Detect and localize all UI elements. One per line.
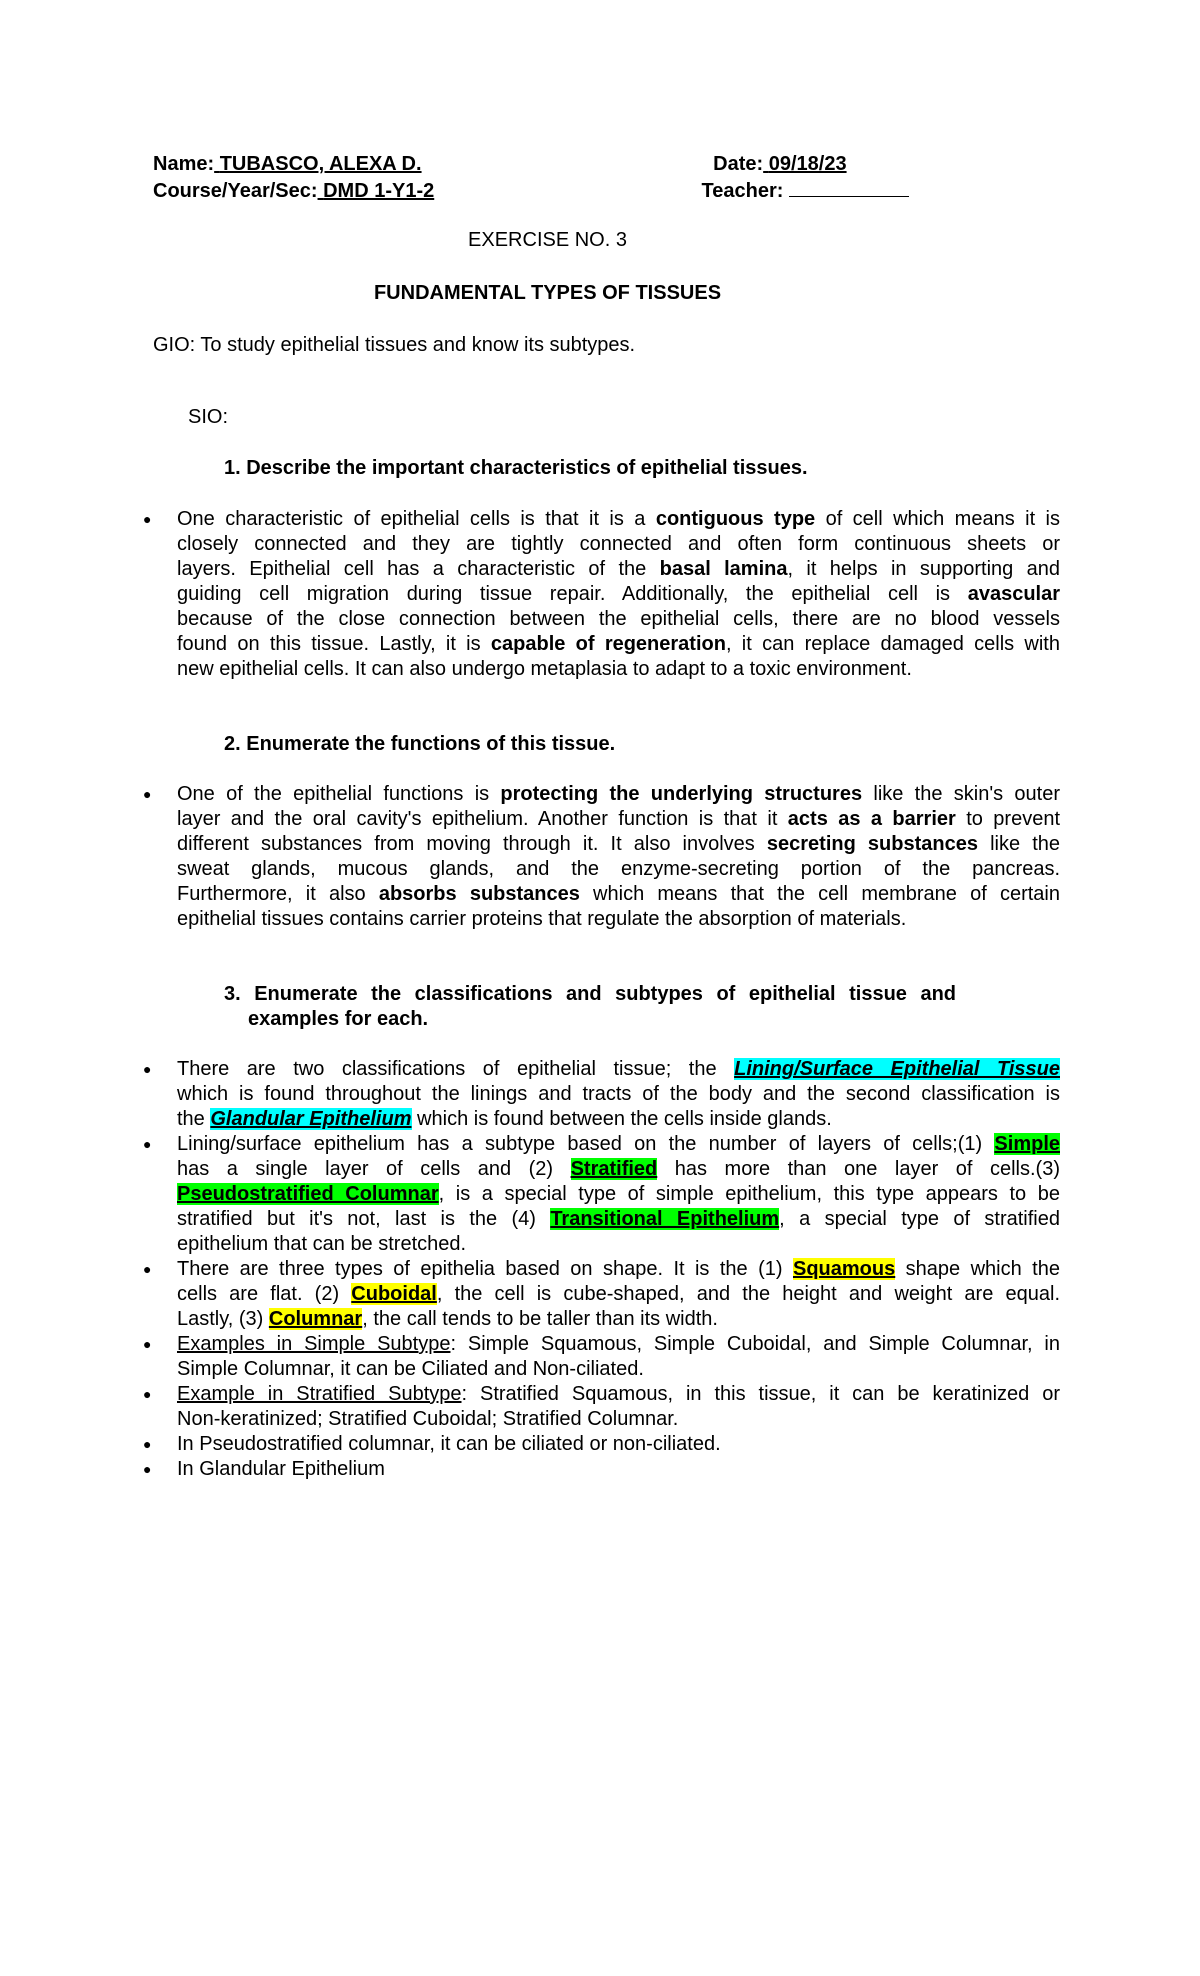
name-line [153,152,887,177]
bullet-icon: ● [143,1061,152,1077]
q3-b1-line: the Glandular Epithelium which is found between the cells inside glands. [177,1108,832,1130]
q3-b2-line: Lining/surface epithelium has a subtype based on the number of layers of cells;(1) Simple [177,1133,1060,1155]
exercise-title: EXERCISE NO. 3 [468,229,627,251]
highlight-glandular: Glandular Epithelium [210,1108,412,1130]
q3-b2-line: has a single layer of cells and (2) Stratified has more than one layer of cells.(3) [177,1158,1060,1180]
q2-heading: 2. Enumerate the functions of this tissue. [224,733,616,755]
q1-line: closely connected and they are tightly connected and often form continuous sheets or [177,533,1060,555]
q3-b3-line: There are three types of epithelia based on shape. It is the (1) Squamous shape which the [177,1258,1060,1280]
course-label: Course/Year/Sec: [153,180,318,202]
q3-heading: 3. Enumerate the classifications and subtypes of epithelial tissue and [224,983,956,1005]
name-text: TUBASCO, ALEXA D. [219,153,422,175]
bullet-icon: ● [143,786,152,802]
highlight-pseudostratified: Pseudostratified Columnar [177,1183,439,1205]
q1-heading: 1. Describe the important characteristics of epithelial tissues. [224,457,808,479]
q1-line: guiding cell migration during tissue repair. Additionally, the epithelial cell is avascular [177,583,1060,605]
highlight-squamous: Squamous [793,1258,896,1280]
name-value [214,152,713,177]
highlight-stratified: Stratified [570,1158,658,1180]
q3-b4-line: Examples in Simple Subtype: Simple Squamous, Simple Cuboidal, and Simple Columnar, in [177,1333,1061,1355]
q3-b1-line: There are two classifications of epithelial tissue; the Lining/Surface Epithelial Tissue [177,1058,1060,1080]
q2-line: epithelial tissues contains carrier proteins that regulate the absorption of materials. [177,908,907,930]
bullet-icon: ● [143,1336,152,1352]
bullet-icon: ● [143,1136,152,1152]
highlight-transitional: Transitional Epithelium [550,1208,780,1230]
bullet-icon: ● [143,1436,152,1452]
course-value [318,179,702,204]
q3-b3-line: Lastly, (3) Columnar, the call tends to be taller than its width. [177,1308,718,1330]
q2-line: sweat glands, mucous glands, and the enzyme-secreting portion of the pancreas. [177,858,1060,880]
simple-subtype-label: Examples in Simple Subtype [177,1333,451,1355]
q3-b2-line: stratified but it's not, last is the (4) Transitional Epithelium, a special type of stratified [177,1208,1060,1230]
q2-line: different substances from moving through it. It also involves secreting substances like the [177,833,1060,855]
teacher-label: Teacher: [701,180,784,202]
q3-b2-line: Pseudostratified Columnar, is a special type of simple epithelium, this type appears to be [177,1183,1060,1205]
q3-b7-line: In Glandular Epithelium [177,1458,385,1480]
q3-b3-line: cells are flat. (2) Cuboidal, the cell is cube-shaped, and the height and weight are equal. [177,1283,1060,1305]
course-text: DMD 1-Y1-2 [323,180,435,202]
q3-b2-line: epithelium that can be stretched. [177,1233,467,1255]
bullet-icon: ● [143,1261,152,1277]
q3-b6-line: In Pseudostratified columnar, it can be ciliated or non-ciliated. [177,1433,721,1455]
q3-b1-line: which is found throughout the linings and tracts of the body and the second classification is [177,1083,1060,1105]
bullet-icon: ● [143,1386,152,1402]
q2-line: layer and the oral cavity's epithelium. Another function is that it acts as a barrier to prevent [177,808,1060,830]
q2-line: Furthermore, it also absorbs substances which means that the cell membrane of certain [177,883,1060,905]
teacher-blank [789,177,909,197]
bullet-icon: ● [143,511,152,527]
highlight-cuboidal: Cuboidal [351,1283,437,1305]
date-label: Date: [713,153,764,175]
bullet-icon: ● [143,1461,152,1477]
gio-text: GIO: To study epithelial tissues and know its subtypes. [153,334,636,356]
name-label: Name: [153,153,215,175]
date-value [763,152,887,177]
q1-line: found on this tissue. Lastly, it is capable of regeneration, it can replace damaged cells with [177,633,1060,655]
sio-label: SIO: [188,406,229,428]
q3-b5-line: Example in Stratified Subtype: Stratified Squamous, in this tissue, it can be keratinized or [177,1383,1060,1405]
date-text: 09/18/23 [768,153,847,175]
q1-line: One characteristic of epithelial cells is that it is a contiguous type of cell which means it is [177,508,1060,530]
course-line [153,177,909,204]
q1-line: new epithelial cells. It can also undergo metaplasia to adapt to a toxic environment. [177,658,912,680]
exercise-subtitle: FUNDAMENTAL TYPES OF TISSUES [373,282,722,304]
highlight-simple: Simple [994,1133,1060,1155]
q3-b5-line: Non-keratinized; Stratified Cuboidal; Stratified Columnar. [177,1408,679,1430]
highlight-lining-surface: Lining/Surface Epithelial Tissue [734,1058,1060,1080]
q1-line: because of the close connection between the epithelial cells, there are no blood vessels [177,608,1060,630]
stratified-subtype-label: Example in Stratified Subtype [177,1383,462,1405]
q2-line: One of the epithelial functions is protecting the underlying structures like the skin's outer [177,783,1061,805]
q3-heading-cont: examples for each. [248,1008,429,1030]
q1-line: layers. Epithelial cell has a characteristic of the basal lamina, it helps in supporting and [177,558,1060,580]
highlight-columnar: Columnar [268,1308,363,1330]
q3-b4-line: Simple Columnar, it can be Ciliated and Non-ciliated. [177,1358,644,1380]
